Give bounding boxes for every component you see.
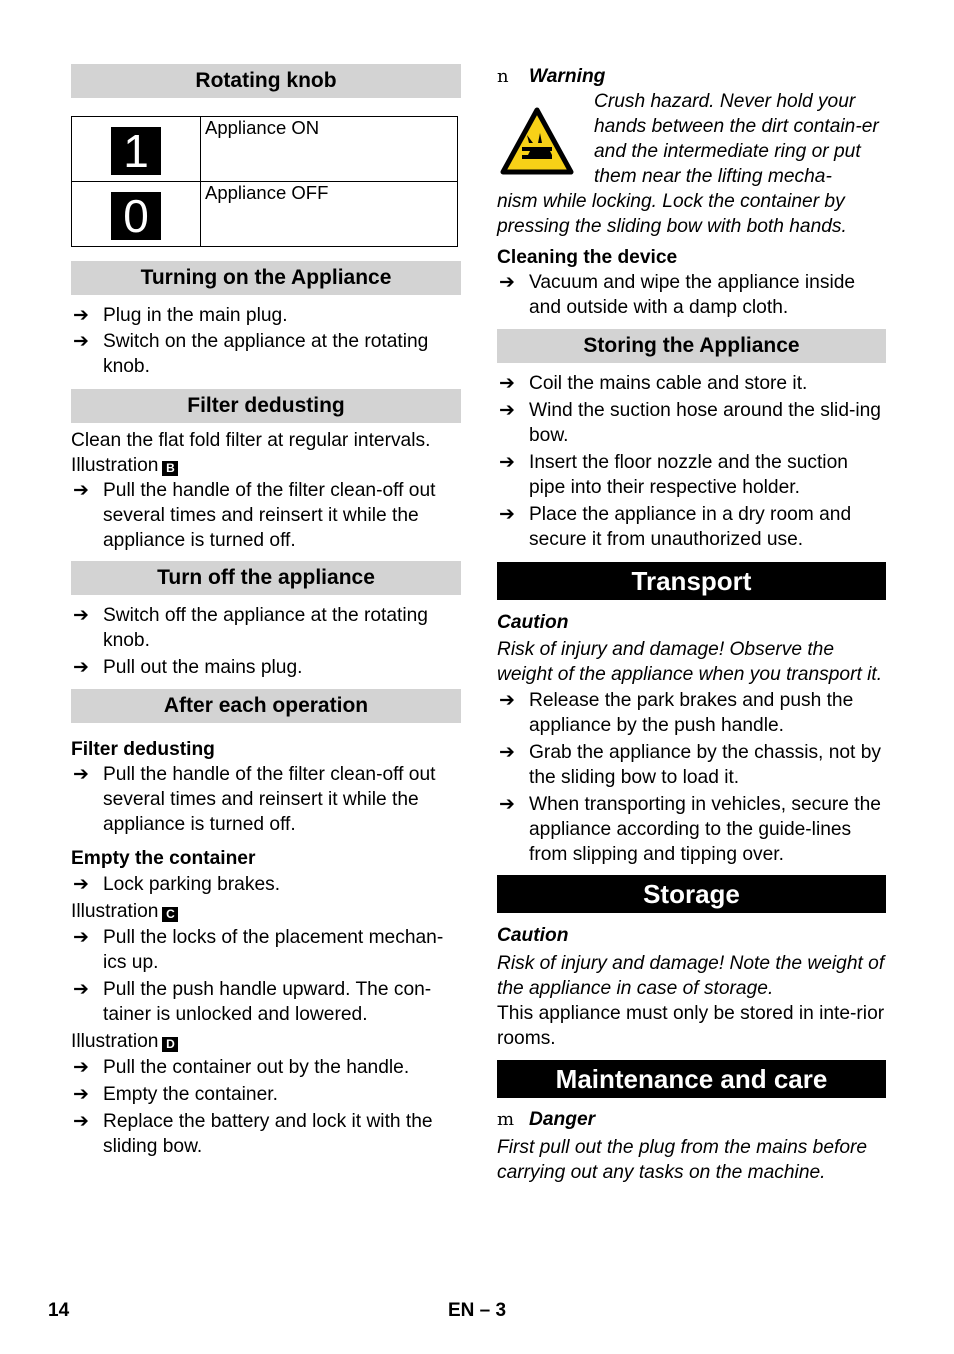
list-item: ➔ Grab the appliance by the chassis, not by the sliding bow to load it. bbox=[499, 742, 881, 788]
list-item: ➔ Lock parking brakes. bbox=[73, 874, 281, 895]
list-item: ➔ Switch off the appliance at the rotating knob. bbox=[73, 605, 428, 651]
arrow-right-icon: ➔ bbox=[73, 305, 89, 326]
warning-symbol: n bbox=[497, 66, 509, 87]
filter-intro: Clean the flat fold filter at regular intervals. bbox=[71, 430, 431, 451]
transport-heading: Transport bbox=[497, 562, 886, 600]
illustration-ref: Illustration D bbox=[71, 1029, 461, 1054]
list-item: ➔ Pull the push handle upward. The con-tainer is unlocked and lowered. bbox=[73, 979, 432, 1025]
knob-row-off bbox=[72, 182, 458, 247]
list-item: ➔ Pull out the mains plug. bbox=[73, 657, 303, 678]
list-item: ➔ Pull the locks of the placement mechan-ics up. bbox=[73, 927, 444, 973]
page-code: EN – 3 bbox=[448, 1300, 507, 1321]
danger-title-line bbox=[497, 1107, 886, 1132]
warning-text-below: nism while locking. Lock the container by pressing the sliding bow with both hands. bbox=[497, 191, 847, 237]
arrow-right-icon: ➔ bbox=[499, 272, 515, 293]
storage-text: This appliance must only be stored in inte-rior rooms. bbox=[497, 1003, 885, 1049]
illustration-badge: B bbox=[162, 461, 178, 476]
arrow-right-icon: ➔ bbox=[73, 1057, 89, 1078]
after-operation-heading: After each operation bbox=[71, 689, 461, 723]
storing-heading: Storing the Appliance bbox=[497, 329, 886, 363]
list-item: ➔ Insert the floor nozzle and the suction pipe into their respective holder. bbox=[499, 452, 848, 498]
filter-dedusting-heading: Filter dedusting bbox=[71, 389, 461, 423]
knob-row-on bbox=[72, 117, 458, 182]
arrow-right-icon: ➔ bbox=[73, 874, 89, 895]
transport-caution-title: Caution bbox=[497, 612, 569, 633]
illustration-badge: D bbox=[162, 1037, 178, 1052]
arrow-right-icon: ➔ bbox=[73, 605, 89, 626]
warning-title: Warning bbox=[529, 66, 606, 87]
arrow-right-icon: ➔ bbox=[499, 373, 515, 394]
storage-heading: Storage bbox=[497, 875, 886, 913]
transport-caution-text: Risk of injury and damage! Observe the weight of the appliance when you transport it. bbox=[497, 639, 883, 685]
cleaning-subheading: Cleaning the device bbox=[497, 247, 678, 268]
illustration-ref: Illustration C bbox=[71, 899, 461, 924]
right-column bbox=[497, 64, 886, 1185]
arrow-right-icon: ➔ bbox=[499, 452, 515, 473]
arrow-right-icon: ➔ bbox=[73, 657, 89, 678]
list-item: ➔ Switch on the appliance at the rotating knob. bbox=[73, 331, 429, 377]
arrow-right-icon: ➔ bbox=[73, 1111, 89, 1132]
danger-title: Danger bbox=[529, 1109, 596, 1130]
illustration-ref: Illustration B bbox=[71, 453, 461, 478]
danger-symbol: m bbox=[497, 1109, 515, 1130]
list-item: ➔ Release the park brakes and push the appliance by the push handle. bbox=[499, 690, 854, 736]
list-item: ➔ Pull the handle of the filter clean-off out several times and reinsert it while the appliance is turned off. bbox=[73, 764, 436, 835]
arrow-right-icon: ➔ bbox=[73, 480, 89, 501]
danger-text: First pull out the plug from the mains before carrying out any tasks on the machine. bbox=[497, 1137, 868, 1183]
list-item: ➔ Place the appliance in a dry room and secure it from unauthorized use. bbox=[499, 504, 852, 550]
arrow-right-icon: ➔ bbox=[73, 331, 89, 352]
page-number: 14 bbox=[48, 1300, 70, 1321]
list-item: ➔ Replace the battery and lock it with the sliding bow. bbox=[73, 1111, 433, 1157]
list-item: ➔ Plug in the main plug. bbox=[73, 305, 288, 326]
storage-caution-title: Caution bbox=[497, 925, 569, 946]
arrow-right-icon: ➔ bbox=[499, 504, 515, 525]
left-column bbox=[71, 64, 461, 1159]
warning-text-beside: Crush hazard. Never hold your hands between the dirt contain-er and the intermediate ring or put them near the lifting mecha- bbox=[594, 91, 879, 187]
arrow-right-icon: ➔ bbox=[499, 742, 515, 763]
arrow-right-icon: ➔ bbox=[499, 690, 515, 711]
rotating-knob-heading: Rotating knob bbox=[71, 64, 461, 98]
maintenance-heading: Maintenance and care bbox=[497, 1060, 886, 1098]
empty-container-subheading: Empty the container bbox=[71, 848, 256, 869]
filter-dedusting-subheading: Filter dedusting bbox=[71, 739, 215, 760]
list-item: ➔ Vacuum and wipe the appliance inside and outside with a damp cloth. bbox=[499, 272, 856, 318]
knob-off-label: Appliance OFF bbox=[201, 182, 458, 247]
warning-title-line bbox=[497, 64, 886, 89]
turning-on-heading: Turning on the Appliance bbox=[71, 261, 461, 295]
rotating-knob-table bbox=[71, 116, 458, 247]
knob-on-label: Appliance ON bbox=[201, 117, 458, 182]
arrow-right-icon: ➔ bbox=[73, 979, 89, 1000]
list-item: ➔ Wind the suction hose around the slid-ing bow. bbox=[499, 400, 881, 446]
arrow-right-icon: ➔ bbox=[73, 764, 89, 785]
list-item: ➔ Empty the container. bbox=[73, 1084, 278, 1105]
knob-off-symbol: 0 bbox=[111, 192, 161, 240]
list-item: ➔ When transporting in vehicles, secure the appliance according to the guide-lines from slipping and tipping over. bbox=[499, 794, 881, 865]
knob-on-symbol: 1 bbox=[111, 127, 161, 175]
arrow-right-icon: ➔ bbox=[499, 794, 515, 815]
arrow-right-icon: ➔ bbox=[73, 927, 89, 948]
arrow-right-icon: ➔ bbox=[73, 1084, 89, 1105]
illustration-badge: C bbox=[162, 907, 178, 922]
list-item: ➔ Pull the container out by the handle. bbox=[73, 1057, 410, 1078]
turn-off-heading: Turn off the appliance bbox=[71, 561, 461, 595]
list-item: ➔ Coil the mains cable and store it. bbox=[499, 373, 808, 394]
arrow-right-icon: ➔ bbox=[499, 400, 515, 421]
storage-caution-text: Risk of injury and damage! Note the weight of the appliance in case of storage. bbox=[497, 953, 885, 999]
crush-hazard-warning-icon bbox=[500, 107, 574, 175]
list-item: ➔ Pull the handle of the filter clean-off out several times and reinsert it while the appliance is turned off. bbox=[73, 480, 436, 551]
